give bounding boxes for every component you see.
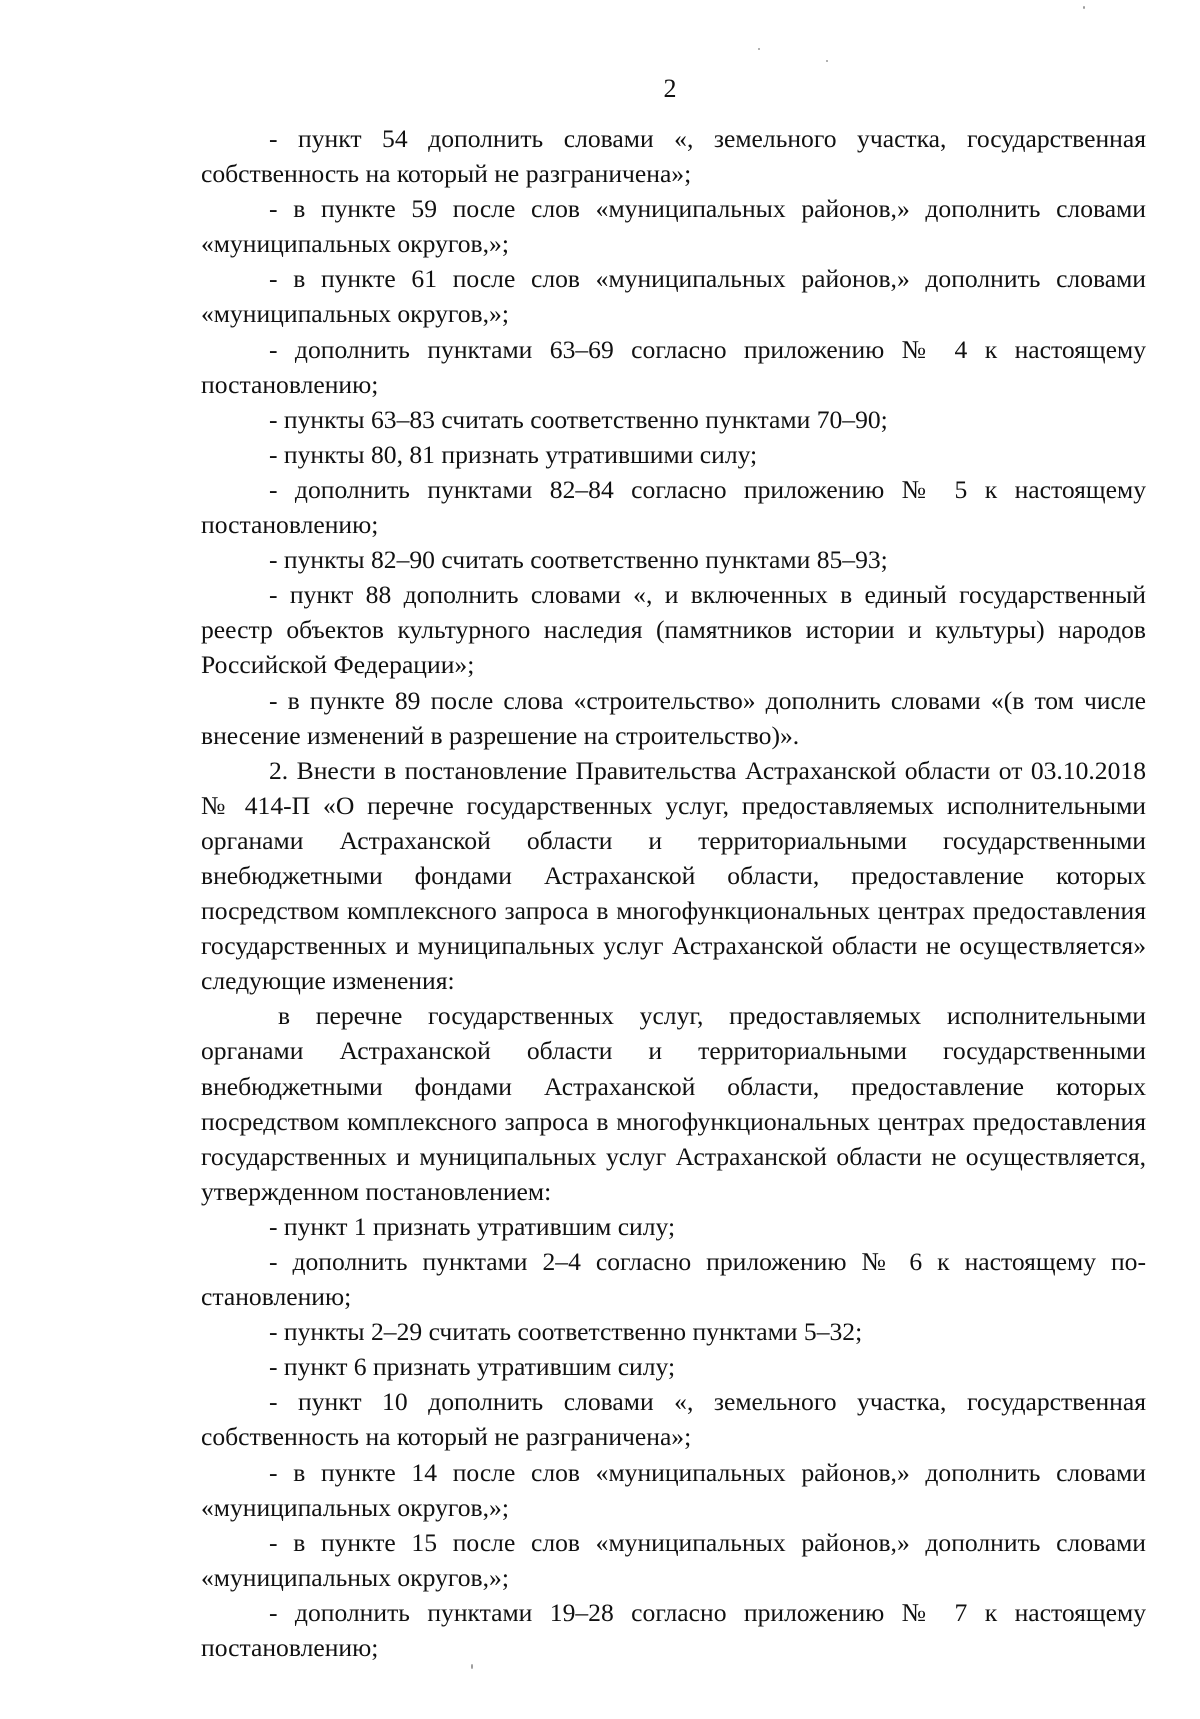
- scan-speck: [758, 48, 760, 50]
- section-paragraph: 2. Внести в постановление Правительства Астраханской области от 03.10.2018 № 414-П «О перечне государственных услуг, предоставляемых исполнительными органами Астраханской области и территориальными государственными внебюджетными фондами Астраханской области, предоставление которых посредством комплексного запроса в многофункциональных центрах предоставления государственных и муниципальных услуг Астраханской области не осуществляется» следующие изменения:: [201, 755, 1146, 996]
- paragraph: - в пункте 61 после слов «муниципальных районов,» дополнить словами «муниципальных округов,»;: [201, 264, 1146, 329]
- scan-speck: [826, 60, 828, 62]
- page-number: 2: [663, 74, 677, 103]
- paragraph: - пункты 82–90 считать соответственно пунктами 85–93;: [269, 545, 888, 575]
- paragraph: - дополнить пунктами 82–84 согласно приложению № 5 к настоящему постановлению;: [201, 474, 1146, 540]
- paragraph: - пункты 2–29 считать соответственно пунктами 5–32;: [269, 1317, 863, 1347]
- paragraph: - дополнить пунктами 19–28 согласно приложению № 7 к настоящему постановлению;: [201, 1597, 1146, 1663]
- paragraph: - в пункте 15 после слов «муниципальных районов,» дополнить словами «муниципальных округов,»;: [201, 1527, 1146, 1592]
- paragraph: - пункты 80, 81 признать утратившими силу;: [269, 439, 758, 469]
- paragraph: в перечне государственных услуг, предоставляемых исполнительными органами Астраханской области и территориальными государственными внебюджетными фондами Астраханской области, предоставление которых посредством комплексного запроса в многофункциональных центрах предоставления государственных и муниципальных услуг Астраханской области не осуществляется, утвержденном постановлением:: [201, 1001, 1146, 1206]
- paragraph: - пункт 54 дополнить словами «, земельного участка, государственная собственность на который не разграничена»;: [201, 124, 1146, 189]
- scan-speck: [1083, 6, 1085, 9]
- scan-speck: [471, 1664, 473, 1669]
- paragraph: - пункт 88 дополнить словами «, и включенных в единый государственный реестр объектов культурного наследия (памятников истории и культуры) народов Российской Федерации»;: [201, 580, 1146, 680]
- paragraph: - в пункте 14 после слов «муниципальных районов,» дополнить словами «муниципальных округов,»;: [201, 1457, 1146, 1522]
- paragraph: - пункты 63–83 считать соответственно пунктами 70–90;: [269, 404, 888, 434]
- document-body: [201, 121, 1146, 1665]
- paragraph: - дополнить пунктами 63–69 согласно приложению № 4 к настоящему постановлению;: [201, 334, 1146, 399]
- paragraph: - в пункте 59 после слов «муниципальных районов,» дополнить словами «муниципальных округов,»;: [201, 194, 1146, 259]
- paragraph: - в пункте 89 после слова «строительство» дополнить словами «(в том числе внесение изменений в разрешение на строительство)».: [201, 685, 1146, 750]
- paragraph: - пункт 1 признать утратившим силу;: [269, 1211, 676, 1241]
- paragraph: - пункт 10 дополнить словами «, земельного участка, государственная собственность на который не разграничена»;: [201, 1387, 1146, 1452]
- paragraph: - пункт 6 признать утратившим силу;: [269, 1352, 676, 1382]
- paragraph: - дополнить пунктами 2–4 согласно приложению № 6 к настоящему постановлению;: [201, 1247, 1146, 1312]
